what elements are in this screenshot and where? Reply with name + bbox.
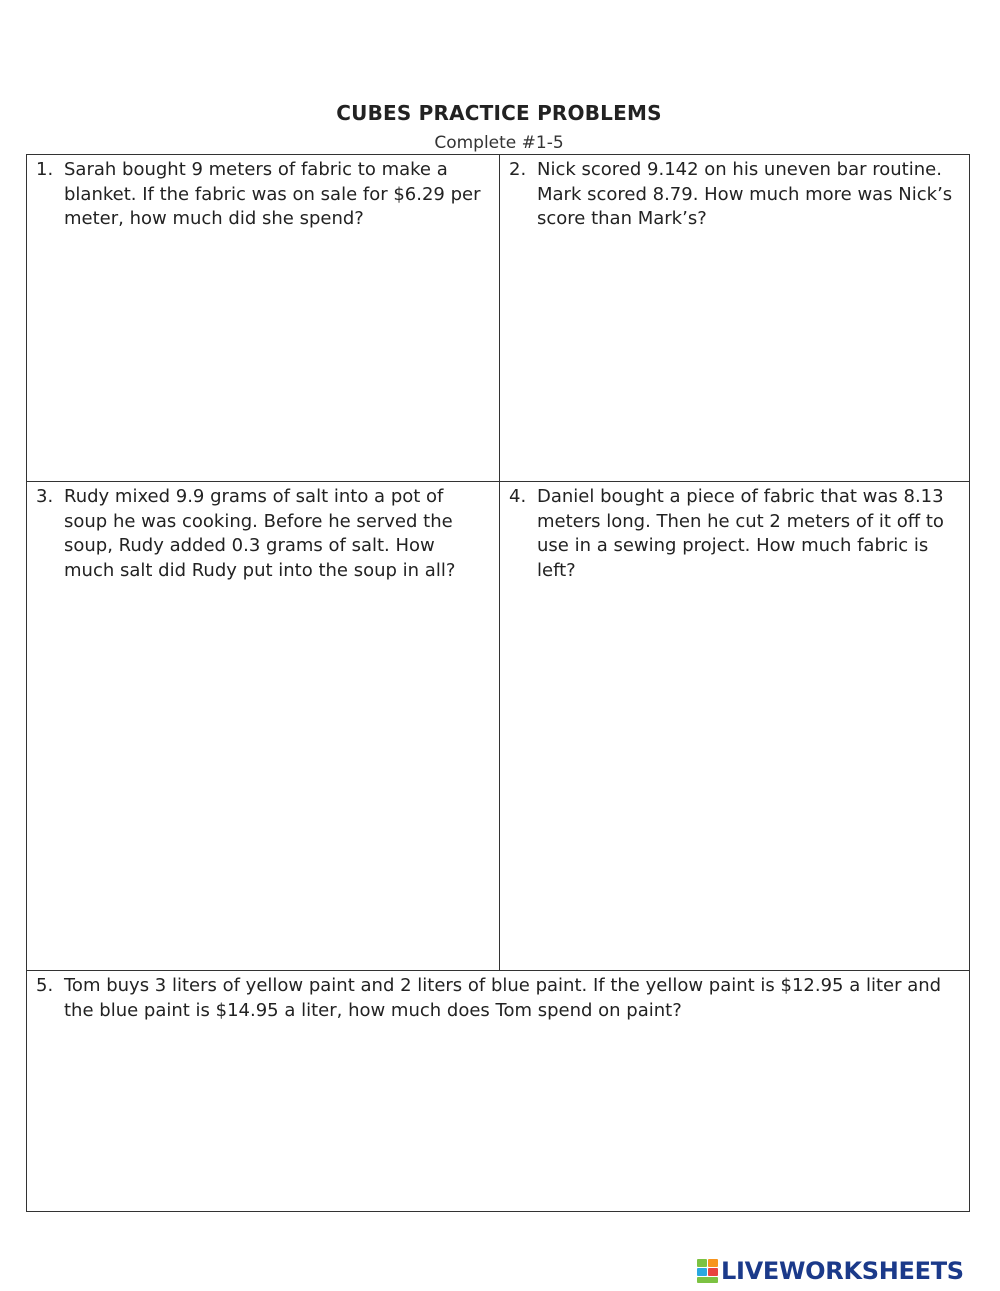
problems-grid xyxy=(26,154,970,1212)
problem-cell-3[interactable] xyxy=(27,482,499,970)
problem-text: Rudy mixed 9.9 grams of salt into a pot of soup he was cooking. Before he served the soup, Rudy added 0.3 grams of salt. How much salt did Rudy put into the soup in all? xyxy=(64,486,456,581)
problem-number: 1. xyxy=(36,159,54,180)
problem-cell-1[interactable] xyxy=(27,155,499,481)
problem-text: Tom buys 3 liters of yellow paint and 2 liters of blue paint. If the yellow paint is $12.95 a liter and the blue paint is $14.95 a liter, how much does Tom spend on paint? xyxy=(64,975,942,1021)
liveworksheets-logo[interactable] xyxy=(697,1256,964,1286)
page-title: CUBES PRACTICE PROBLEMS xyxy=(336,101,662,125)
problem-number: 4. xyxy=(509,486,527,507)
problem-number: 5. xyxy=(36,975,54,996)
problem-number: 3. xyxy=(36,486,54,507)
problem-text: Daniel bought a piece of fabric that was 8.13 meters long. Then he cut 2 meters of it off to use in a sewing project. How much fabric is left? xyxy=(537,486,944,581)
problem-cell-4[interactable] xyxy=(500,482,970,970)
page-subtitle: Complete #1-5 xyxy=(434,133,564,153)
problem-cell-5[interactable] xyxy=(27,971,969,1211)
problem-number: 2. xyxy=(509,159,527,180)
problem-cell-2[interactable] xyxy=(500,155,970,481)
logo-text: LIVEWORKSHEETS xyxy=(721,1257,964,1285)
problem-text: Sarah bought 9 meters of fabric to make a blanket. If the fabric was on sale for $6.29 per meter, how much did she spend? xyxy=(64,159,481,229)
problem-text: Nick scored 9.142 on his uneven bar routine. Mark scored 8.79. How much more was Nick’s score than Mark’s? xyxy=(537,159,953,229)
liveworksheets-logo-icon xyxy=(697,1258,719,1284)
